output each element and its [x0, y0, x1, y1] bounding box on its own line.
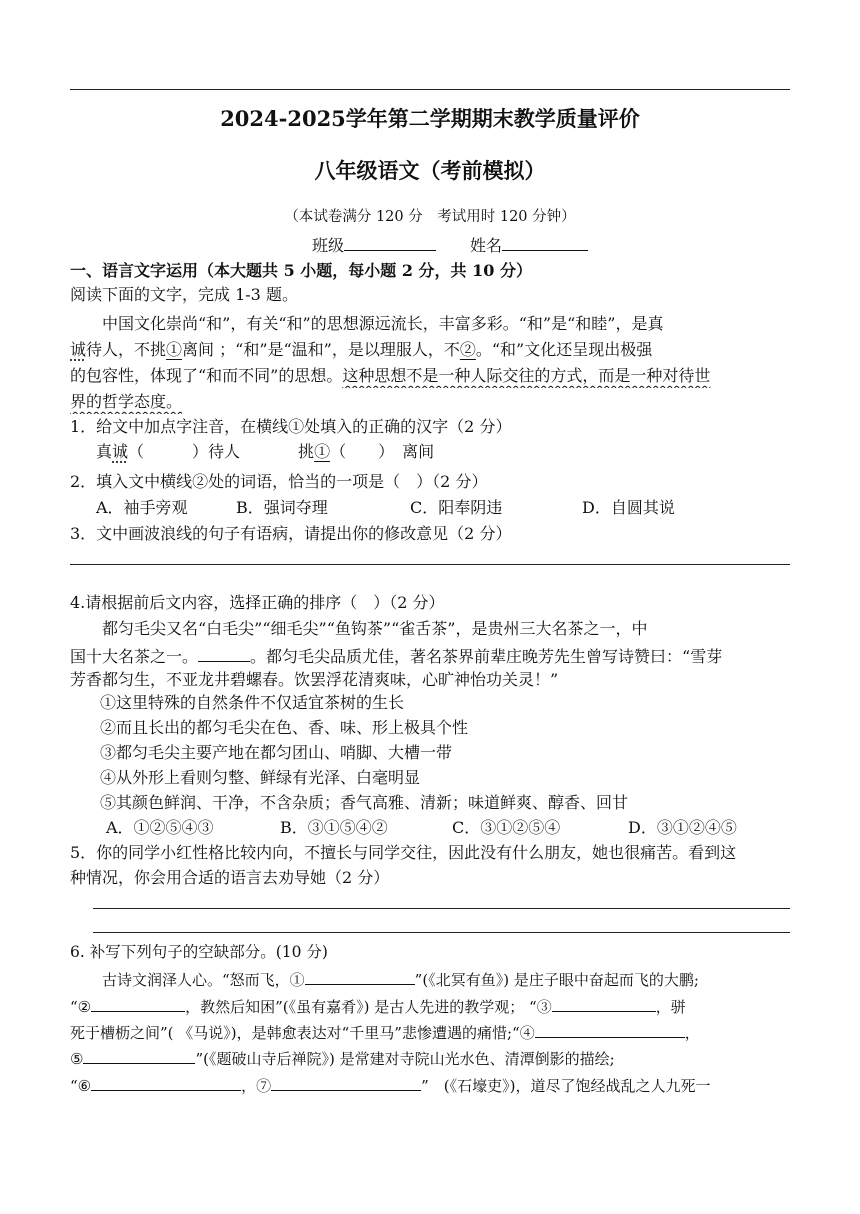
q6-blank-2[interactable]: [91, 993, 185, 1012]
passage-text: 待人，不挑: [86, 340, 167, 359]
exam-note: （本试卷满分 120 分 考试用时 120 分钟）: [284, 209, 576, 225]
q6-text: “②: [70, 998, 92, 1016]
q4-item-3: ③都匀毛尖主要产地在都匀团山、哨脚、大槽一带: [100, 743, 453, 762]
q6-text: “⑥: [70, 1077, 92, 1095]
q6-text: ”(《北冥有鱼》) 是庄子眼中奋起而飞的大鹏;: [414, 971, 699, 989]
dotted-char-cheng: 诚: [70, 340, 87, 359]
class-label: 班级: [312, 236, 345, 255]
q6-text: ，: [684, 1024, 700, 1042]
question-6: 6. 补写下列句子的空缺部分。(10 分): [70, 943, 328, 961]
q6-line-1: [70, 966, 790, 992]
question-3: 3．文中画波浪线的句子有语病，请提出你的修改意见（2 分）: [70, 524, 512, 543]
section1-heading: 一、语言文字运用（本大题共 5 小题，每小题 2 分，共 10 分）: [70, 261, 532, 280]
question-2: 2．填入文中横线②处的词语，恰当的一项是（ ）（2 分）: [70, 472, 488, 491]
pinyin-blank[interactable]: （ ）待人: [128, 442, 241, 461]
q6-text: ，教然后知困”(《虽有嘉肴》) 是古人先进的教学观； “③: [185, 998, 552, 1016]
q4-text: 。都匀毛尖品质尤佳，著名茶界前辈庄晚芳先生曾写诗赞曰：“雪芽: [250, 647, 723, 666]
q6-blank-5[interactable]: [83, 1045, 195, 1064]
hanzi-blank[interactable]: （ ） 离间: [330, 442, 435, 461]
q6-line-4: [70, 1045, 790, 1071]
blank-1-marker: ①: [166, 340, 183, 359]
q4-passage-1: 都匀毛尖又名“白毛尖”“细毛尖”“鱼钩茶”“雀舌茶”，是贵州三大名茶之一，中: [102, 619, 648, 638]
question-1-answers: [70, 440, 790, 464]
q4-item-1: ①这里特殊的自然条件不仅适宜茶树的生长: [100, 693, 405, 712]
question-4: 4.请根据前后文内容，选择正确的排序（ ）（2 分）: [70, 593, 445, 612]
q3-answer-line[interactable]: [70, 564, 790, 565]
section1-intro: 阅读下面的文字，完成 1-3 题。: [70, 285, 298, 304]
q6-line-2: [70, 993, 790, 1019]
q4-item-5: ⑤其颜色鲜润、干净，不含杂质；香气高雅、清新；味道鲜爽、醇香、回甘: [100, 793, 629, 812]
exam-subtitle: 八年级语文（考前模拟）: [314, 158, 546, 183]
question-5-line-1: 5．你的同学小红性格比较内向，不擅长与同学交往，因此没有什么朋友，她也很痛苦。看到这: [70, 843, 737, 862]
top-rule: [70, 89, 790, 90]
class-name-row: [312, 232, 632, 258]
blank-2-marker: ②: [459, 340, 476, 359]
q6-text: 死于槽枥之间”( 《马说》)，是韩愈表达对“千里马”悲惨遭遇的痛惜;“④: [70, 1024, 535, 1042]
q5-answer-line-1[interactable]: [93, 908, 790, 909]
passage-text: 。“和”文化还呈现出极强: [475, 340, 653, 359]
name-blank[interactable]: [502, 232, 588, 251]
q2-option-a[interactable]: A．袖手旁观: [96, 498, 188, 517]
q6-text: ，骈: [655, 998, 686, 1016]
q4-item-2: ②而且长出的都匀毛尖在色、香、味、形上极具个性: [100, 718, 469, 737]
q4-option-b[interactable]: B．③①⑤④②: [280, 818, 388, 837]
wavy-sentence: 这种思想不是一种人际交往的方式，而是一种对待世: [342, 366, 711, 385]
name-label: 姓名: [470, 236, 503, 255]
q6-blank-4[interactable]: [535, 1019, 685, 1038]
passage-text: 离间 ；“和”是“温和”，是以理服人，不: [182, 340, 460, 359]
q6-text: ⑤: [70, 1050, 84, 1068]
q4-text: 国十大名茶之一。: [70, 647, 199, 666]
question-5-line-2: 种情况，你会用合适的语言去劝导她（2 分）: [70, 868, 390, 887]
q2-option-d[interactable]: D．自圆其说: [582, 498, 675, 517]
wavy-sentence-end: 界的哲学态度。: [70, 392, 183, 411]
q6-text: 古诗文润泽人心。“怒而飞，①: [102, 971, 305, 989]
question-2-options: [70, 496, 790, 520]
q6-text: ”(《题破山寺后禅院》) 是常建对寺院山光水色、清潭倒影的描绘;: [195, 1050, 615, 1068]
passage-text: 的包容性，体现了“和而不同”的思想。: [70, 366, 343, 385]
q5-answer-line-2[interactable]: [93, 932, 790, 933]
question-1: 1．给文中加点字注音，在横线①处填入的正确的汉字（2 分）: [70, 417, 512, 436]
passage-line-1: 中国文化崇尚“和”，有关“和”的思想源远流长，丰富多彩。“和”是“和睦”，是真: [102, 314, 664, 333]
q4-item-4: ④从外形上看则匀整、鲜绿有光泽、白毫明显: [100, 768, 421, 787]
q4-option-c[interactable]: C．③①②⑤④: [452, 818, 561, 837]
q2-option-c[interactable]: C．阳奉阴违: [410, 498, 503, 517]
passage-line-3: [70, 364, 790, 388]
q4-option-d[interactable]: D．③①②④⑤: [628, 818, 737, 837]
q4-passage-3: 芳香都匀生，不亚龙井碧螺春。饮罢浮花清爽味，心旷神怡功关灵！”: [70, 670, 559, 689]
q2-option-b[interactable]: B．强词夺理: [236, 498, 328, 517]
q6-blank-1[interactable]: [305, 966, 415, 985]
q4-option-a[interactable]: A．①②⑤④③: [106, 818, 214, 837]
q6-line-3: [70, 1019, 790, 1045]
class-blank[interactable]: [344, 232, 436, 251]
passage-line-4: [70, 390, 790, 414]
q6-text: ” (《石壕吏》)，道尽了饱经战乱之人九死一: [421, 1077, 711, 1095]
passage-line-2: [70, 338, 790, 362]
q6-blank-3[interactable]: [552, 993, 656, 1012]
question-4-options: [70, 816, 790, 840]
q1-text: 真: [96, 442, 113, 461]
q1-blank-marker: ①: [314, 442, 331, 461]
q1-dotted-char: 诚: [112, 442, 129, 461]
q6-text: ，⑦: [241, 1077, 272, 1095]
q4-passage-2: [70, 643, 790, 669]
q6-blank-6[interactable]: [91, 1072, 241, 1091]
q4-blank[interactable]: [198, 643, 250, 662]
q6-line-5: [70, 1072, 790, 1098]
q6-blank-7[interactable]: [271, 1072, 421, 1091]
exam-title: 2024-2025学年第二学期期末教学质量评价: [220, 106, 640, 131]
q1-text: 挑: [298, 442, 315, 461]
